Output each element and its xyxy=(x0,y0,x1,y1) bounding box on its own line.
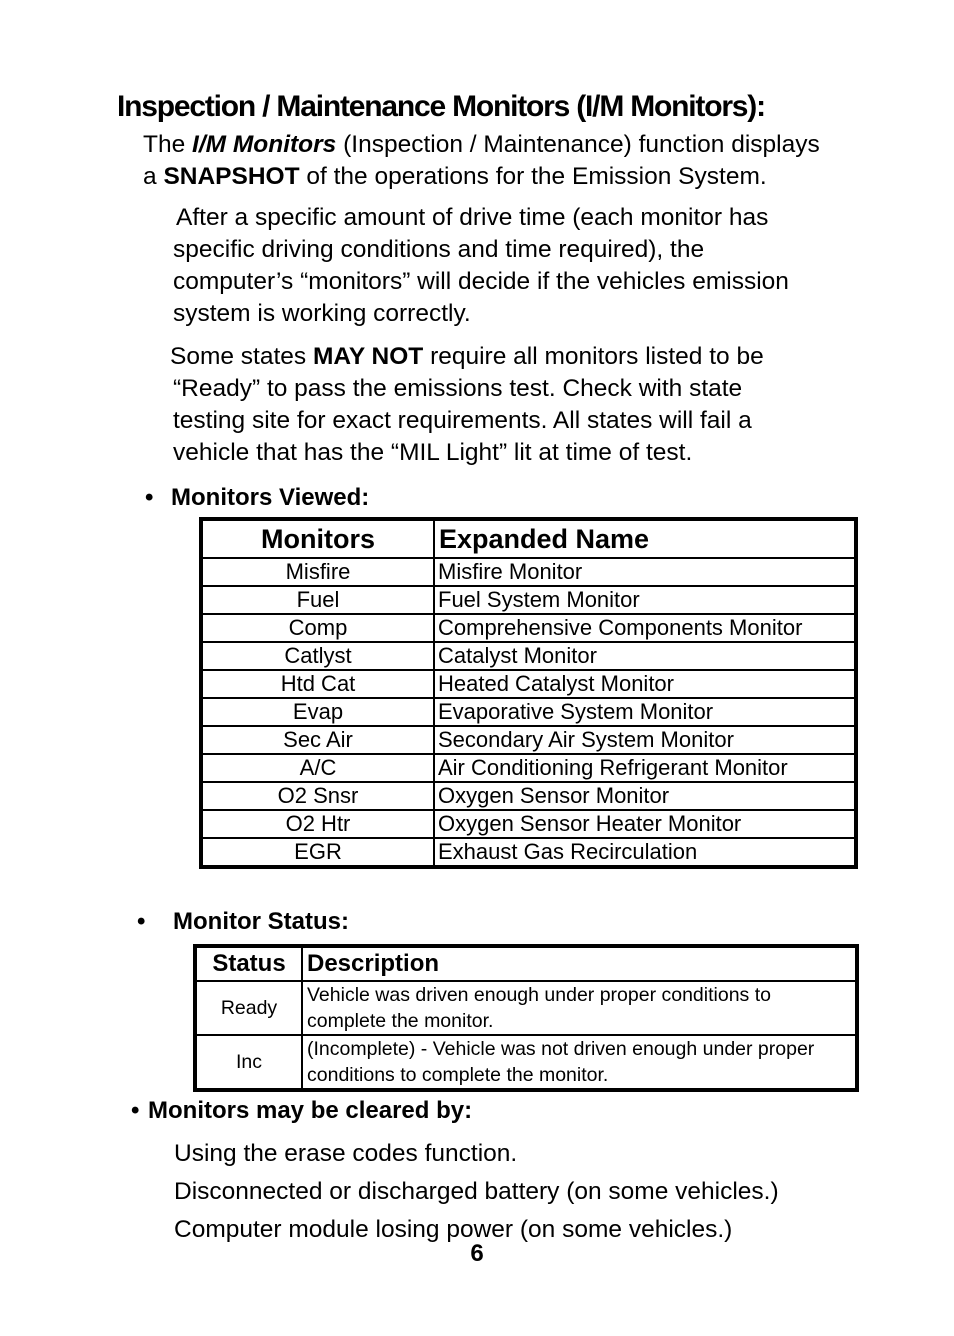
paragraph-line: testing site for exact requirements. All states will fail a xyxy=(173,407,752,434)
monitor-name: Exhaust Gas Recirculation xyxy=(434,838,856,867)
monitor-name: Heated Catalyst Monitor xyxy=(434,670,856,698)
column-header: Expanded Name xyxy=(434,519,856,558)
intro-text: of the operations for the Emission System. xyxy=(299,163,767,190)
paragraph-line: vehicle that has the “MIL Light” lit at time of test. xyxy=(173,439,693,466)
monitor-code: Evap xyxy=(201,698,434,726)
table-row xyxy=(201,838,856,867)
paragraph-line: After a specific amount of drive time (each monitor has xyxy=(176,204,769,231)
monitor-code: A/C xyxy=(201,754,434,782)
intro-paragraph xyxy=(143,129,820,193)
monitor-name: Secondary Air System Monitor xyxy=(434,726,856,754)
state-requirements-paragraph xyxy=(170,341,764,469)
monitor-name: Oxygen Sensor Heater Monitor xyxy=(434,810,856,838)
table-row xyxy=(201,810,856,838)
table-row xyxy=(201,642,856,670)
monitor-code: Fuel xyxy=(201,586,434,614)
intro-line-1 xyxy=(143,129,820,161)
cleared-list xyxy=(174,1135,779,1249)
table-row xyxy=(195,1035,857,1090)
monitor-name: Comprehensive Components Monitor xyxy=(434,614,856,642)
monitor-code: Catlyst xyxy=(201,642,434,670)
intro-text: The xyxy=(143,131,193,158)
monitor-code: Htd Cat xyxy=(201,670,434,698)
page-title: Inspection / Maintenance Monitors (I/M Monitors): xyxy=(117,90,765,123)
monitor-name: Evaporative System Monitor xyxy=(434,698,856,726)
column-header: Status xyxy=(195,946,302,981)
paragraph-line: “Ready” to pass the emissions test. Check with state xyxy=(173,375,743,402)
table-row xyxy=(201,670,856,698)
monitor-code: O2 Htr xyxy=(201,810,434,838)
table-row xyxy=(201,614,856,642)
monitor-code: Misfire xyxy=(201,558,434,586)
may-not-emphasis: MAY NOT xyxy=(312,343,424,370)
column-header: Monitors xyxy=(201,519,434,558)
status-value: Ready xyxy=(195,981,302,1035)
monitor-code: EGR xyxy=(201,838,434,867)
monitor-code: O2 Snsr xyxy=(201,782,434,810)
table-row xyxy=(201,558,856,586)
monitor-name: Air Conditioning Refrigerant Monitor xyxy=(434,754,856,782)
bullet-icon: • xyxy=(131,1097,140,1124)
table-header-row xyxy=(201,519,856,558)
page-number: 6 xyxy=(470,1240,484,1267)
table-row xyxy=(201,698,856,726)
status-table xyxy=(193,944,859,1092)
intro-snapshot: SNAPSHOT xyxy=(163,163,300,190)
list-item: Disconnected or discharged battery (on some vehicles.) xyxy=(174,1178,779,1205)
table-row xyxy=(201,586,856,614)
list-item: Using the erase codes function. xyxy=(174,1140,518,1167)
status-value: Inc xyxy=(195,1035,302,1090)
column-header: Description xyxy=(302,946,857,981)
paragraph-line: specific driving conditions and time required), the xyxy=(173,236,705,263)
monitor-name: Oxygen Sensor Monitor xyxy=(434,782,856,810)
status-description: (Incomplete) - Vehicle was not driven enough under proper conditions to complete the monitor. xyxy=(302,1035,857,1090)
intro-line-2 xyxy=(143,161,820,193)
paragraph-line: system is working correctly. xyxy=(173,300,471,327)
cleared-heading: Monitors may be cleared by: xyxy=(148,1097,473,1124)
intro-term: I/M Monitors xyxy=(192,131,337,158)
paragraph-text: Some states xyxy=(170,343,313,370)
intro-text: a xyxy=(143,163,164,190)
paragraph-line xyxy=(170,341,764,373)
table-row xyxy=(201,782,856,810)
paragraph-text: require all monitors listed to be xyxy=(423,343,764,370)
list-item: Computer module losing power (on some vehicles.) xyxy=(174,1216,733,1243)
status-description: Vehicle was driven enough under proper conditions to complete the monitor. xyxy=(302,981,857,1035)
monitor-name: Catalyst Monitor xyxy=(434,642,856,670)
monitors-viewed-heading: Monitors Viewed: xyxy=(171,484,370,511)
table-row xyxy=(201,754,856,782)
paragraph-line: computer’s “monitors” will decide if the vehicles emission xyxy=(173,268,789,295)
monitor-code: Sec Air xyxy=(201,726,434,754)
intro-text: (Inspection / Maintenance) function displays xyxy=(336,131,820,158)
table-row xyxy=(195,981,857,1035)
monitor-code: Comp xyxy=(201,614,434,642)
table-row xyxy=(201,726,856,754)
monitor-name: Misfire Monitor xyxy=(434,558,856,586)
monitors-table xyxy=(199,517,858,869)
bullet-icon: • xyxy=(137,908,146,935)
drive-time-paragraph xyxy=(173,202,789,330)
monitor-name: Fuel System Monitor xyxy=(434,586,856,614)
monitor-status-heading: Monitor Status: xyxy=(173,908,349,935)
bullet-icon: • xyxy=(145,484,154,511)
table-header-row xyxy=(195,946,857,981)
